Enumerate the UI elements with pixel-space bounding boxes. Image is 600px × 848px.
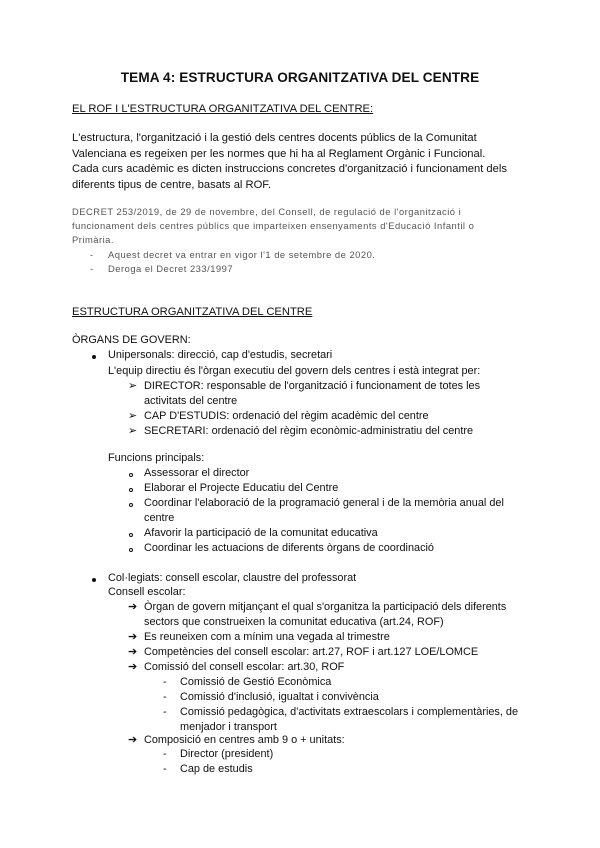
funcions-label: Funcions principals: xyxy=(108,452,205,464)
consell-item: Òrgan de govern mitjançant el qual s'organitza la participació dels diferents sectors que construeixen la comunitat educativa (art.24, ROF) xyxy=(144,601,507,629)
comissio-dash: - xyxy=(163,706,167,718)
decree-line: funcionament dels centres públics que imparteixen ensenyaments d'Educació Infantil o xyxy=(72,220,475,232)
decree-item: Aquest decret va entrar en vigor l'1 de setembre de 2020. xyxy=(108,249,376,260)
composicio-item: Cap de estudis xyxy=(180,763,253,775)
funcio-item: Coordinar l'elaboració de la programació general i de la memòria anual del centre xyxy=(144,497,504,525)
circle-bullet-icon xyxy=(129,503,133,507)
unipersonals-bullet: Unipersonals: direcció, cap d'estudis, secretari xyxy=(108,349,333,361)
circle-bullet-icon xyxy=(129,473,133,477)
consell-item: Comissió del consell escolar: art.30, ROF xyxy=(144,661,345,673)
comissio-item: Comissió pedagògica, d'activitats extraescolars i complementàries, de menjador i transport xyxy=(180,706,519,734)
circle-bullet-icon xyxy=(129,488,133,492)
composicio-item: Director (president) xyxy=(180,748,274,760)
right-arrow-icon: ➔ xyxy=(128,631,138,643)
role-director: DIRECTOR: responsable de l'organització i funcionament de totes les activitats del centre xyxy=(144,380,481,408)
intro-line: L'estructura, l'organització i la gestió dels centres docents públics de la Comunitat xyxy=(72,132,477,144)
organs-heading: ÒRGANS DE GOVERN: xyxy=(72,334,191,346)
right-arrow-icon: ➔ xyxy=(128,661,138,673)
unipersonals-desc: L'equip directiu és l'òrgan executiu del govern dels centres i està integrat per: xyxy=(108,365,481,377)
funcio-item: Afavorir la participació de la comunitat educativa xyxy=(144,527,378,539)
collegiats-bullet: Col·legiats: consell escolar, claustre del professorat xyxy=(108,572,357,584)
consell-item: Es reuneixen com a mínim una vegada al trimestre xyxy=(144,631,390,643)
circle-bullet-icon xyxy=(129,548,133,552)
comissio-item: Comissió d'inclusió, igualtat i convivència xyxy=(180,691,379,703)
intro-line: Valenciana es regeixen per les normes que hi ha al Reglament Orgànic i Funcional. xyxy=(72,147,486,160)
funcio-item: Coordinar les actuacions de diferents òrgans de coordinació xyxy=(144,542,434,554)
decree-item: Deroga el Decret 233/1997 xyxy=(108,263,234,274)
decree-line: DECRET 253/2019, de 29 de novembre, del Consell, de regulació de l'organització i xyxy=(72,206,462,217)
composicio-dash: - xyxy=(163,763,167,775)
arrowhead-bullet-icon: ➢ xyxy=(128,425,138,437)
composicio-heading: Composició en centres amb 9 o + unitats: xyxy=(144,734,345,746)
intro-paragraph xyxy=(72,131,507,193)
decree-paragraph xyxy=(72,205,474,248)
arrowhead-bullet-icon: ➢ xyxy=(128,380,138,392)
arrowhead-bullet-icon: ➢ xyxy=(128,410,138,422)
intro-line: Cada curs acadèmic es dicten instruccions concretes d'organització i funcionament dels xyxy=(72,163,507,176)
consell-item: Competències del consell escolar: art.27, ROF i art.127 LOE/LOMCE xyxy=(144,646,479,658)
role-cap-estudis: CAP D'ESTUDIS: ordenació del règim acadèmic del centre xyxy=(144,410,429,422)
comissio-item: Comissió de Gestió Econòmica xyxy=(180,676,332,688)
comissio-dash: - xyxy=(163,676,167,688)
bullet-dot xyxy=(92,578,96,582)
decree-dash: - xyxy=(90,249,94,260)
composicio-dash: - xyxy=(163,748,167,760)
funcio-item: Assessorar el director xyxy=(144,467,250,479)
comissio-dash: - xyxy=(163,691,167,703)
decree-dash: - xyxy=(90,263,94,274)
right-arrow-icon: ➔ xyxy=(128,646,138,658)
decree-line: Primària. xyxy=(72,234,115,246)
circle-bullet-icon xyxy=(129,533,133,537)
section-heading-estructura: ESTRUCTURA ORGANITZATIVA DEL CENTRE xyxy=(72,306,313,318)
bullet-dot xyxy=(92,355,96,359)
section-heading-rof: EL ROF I L'ESTRUCTURA ORGANITZATIVA DEL CENTRE: xyxy=(72,103,374,115)
intro-line: diferents tipus de centre, basats al ROF. xyxy=(72,178,271,191)
right-arrow-icon: ➔ xyxy=(128,734,138,746)
right-arrow-icon: ➔ xyxy=(128,601,138,613)
funcio-item: Elaborar el Projecte Educatiu del Centre xyxy=(144,482,339,494)
page-title: TEMA 4: ESTRUCTURA ORGANITZATIVA DEL CENTRE xyxy=(120,70,480,85)
role-secretari: SECRETARI: ordenació del règim econòmic-administratiu del centre xyxy=(144,425,474,437)
consell-label: Consell escolar: xyxy=(108,586,186,598)
